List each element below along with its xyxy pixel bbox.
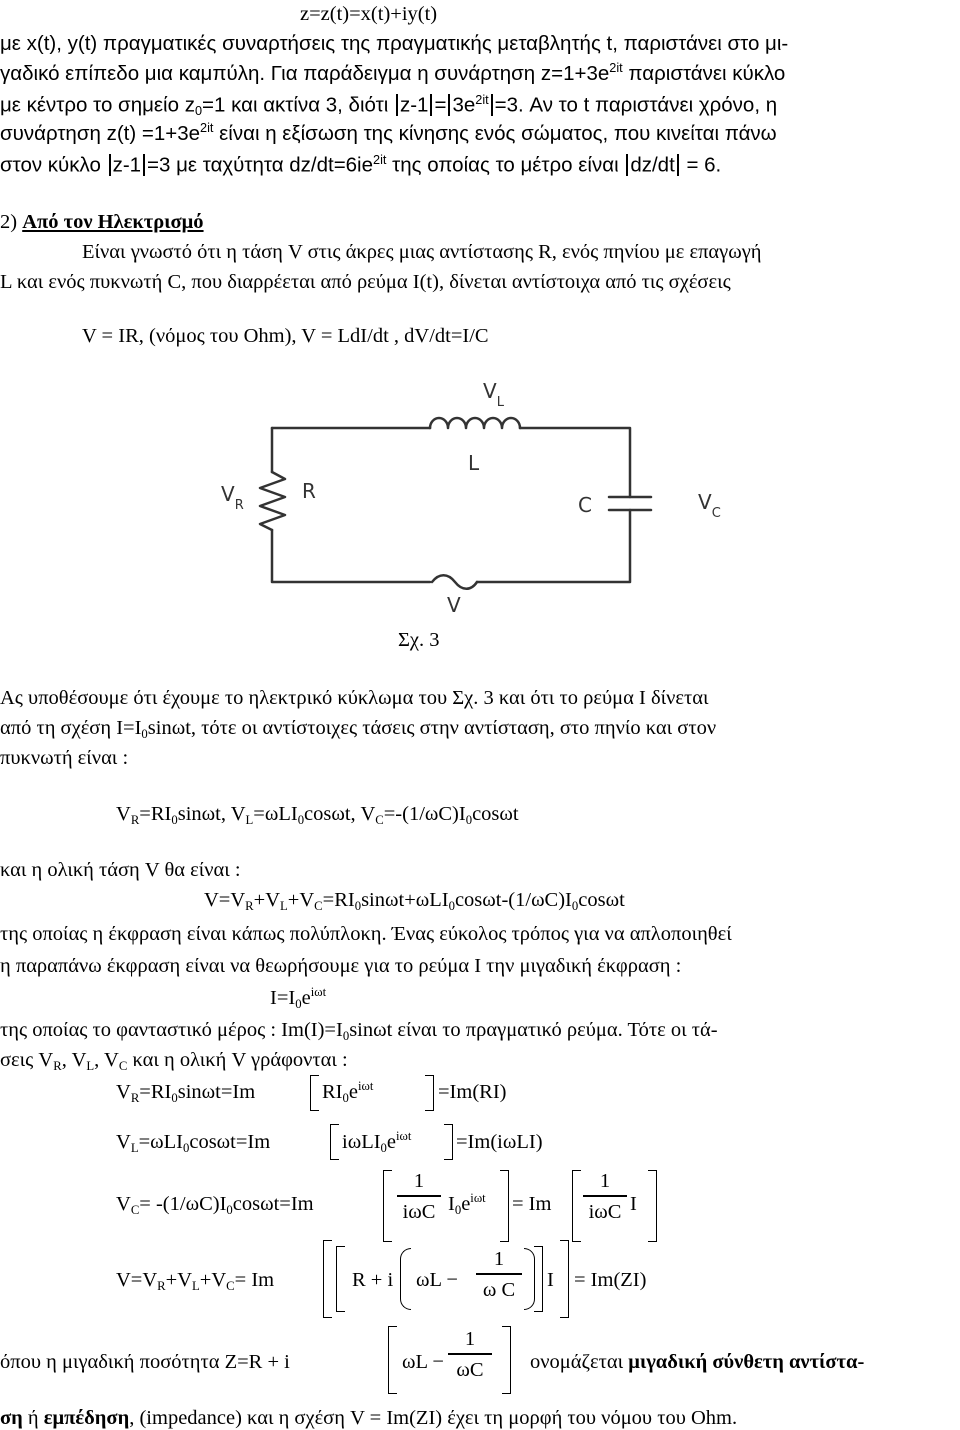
label-l: L (468, 451, 480, 475)
text-segment: και η ολική τάση V θα είναι : (0, 859, 241, 881)
text-segment: ωL − (402, 1351, 444, 1373)
text-segment: 0 (295, 997, 302, 1012)
text-line (0, 1019, 718, 1044)
text-segment: iωt (357, 1079, 374, 1094)
text-segment: =3 με ταχύτητα dz/dt=6ie (147, 153, 374, 177)
text-segment: iωt (310, 985, 327, 1000)
text-segment: R (130, 1091, 140, 1106)
text-segment: ση (0, 1407, 23, 1429)
text-segment: =-(1/ωC)I (383, 803, 466, 825)
text-segment: R (130, 813, 140, 828)
text-segment: εμπέδηση (43, 1407, 130, 1429)
text-segment: 0 (465, 813, 473, 828)
label-vc: $V_C$ (698, 490, 721, 521)
text-segment: 0 (342, 1091, 349, 1106)
text-segment: V=V (204, 889, 246, 911)
text-segment: Από τον Ηλεκτρισμό (22, 211, 204, 233)
text-line (0, 120, 777, 145)
text-segment: I (448, 1193, 455, 1215)
absolute-value-bar (109, 154, 111, 176)
text-segment: V (116, 803, 131, 825)
text-segment: =RI (139, 803, 172, 825)
equation-vc-arg (448, 1191, 486, 1218)
equation-vc-eq (512, 1194, 551, 1215)
text-segment: e (348, 1081, 358, 1103)
label-v: V (447, 593, 461, 617)
text-segment: = 6. (680, 153, 722, 177)
fraction-line (476, 1273, 522, 1275)
text-line (0, 91, 778, 119)
text-segment: cosωt, V (304, 803, 376, 825)
absolute-value-bar (143, 154, 145, 176)
text-segment: +V (287, 889, 315, 911)
text-segment: η παραπάνω έκφραση είναι να θεωρήσουμε για το ρεύμα I την μιγαδική έκφραση : (0, 955, 682, 977)
label-r: R (302, 479, 316, 503)
bracket-left (310, 1075, 319, 1111)
fraction-line (448, 1353, 492, 1355)
bracket-right (444, 1124, 453, 1160)
text-segment: Είναι γνωστό ότι η τάση V στις άκρες μιας αντίστασης R, ενός πηνίου με επαγωγή (82, 241, 762, 263)
text-segment: z-1 (399, 93, 429, 117)
absolute-value-bar (396, 94, 398, 116)
text-segment: συνάρτηση z(t) =1+3e (0, 122, 201, 145)
text-segment: cosωt-(1/ωC)I (454, 889, 572, 911)
text-segment: 0 (171, 813, 178, 828)
text-segment: με x(t), y(t) πραγματικές συναρτήσεις της πραγματικής μεταβλητής t, παριστάνει στο μι- (0, 32, 789, 55)
text-segment: R (53, 1059, 62, 1074)
ac-source-wave (432, 575, 477, 589)
fraction-denominator: ω C (482, 1279, 516, 1301)
text-segment: 0 (171, 1091, 178, 1106)
text-segment: με κέντρο το σημείο z (0, 93, 195, 117)
formula-line (116, 803, 519, 828)
text-segment: 0 (380, 1141, 387, 1156)
text-segment: sinωt, τότε οι αντίστοιχες τάσεις στην αντίσταση, στο πηνίο και στον (147, 717, 717, 739)
text-line (0, 272, 731, 293)
bracket-right (648, 1170, 657, 1242)
equation-vc-lhs (116, 1193, 314, 1218)
text-segment: Σχ. 3 (398, 629, 440, 651)
text-segment: RI (322, 1081, 343, 1103)
fraction-denominator: iωC (588, 1201, 622, 1223)
label-c: C (578, 493, 592, 517)
text-segment: , (impedance) και η σχέση V = Im(ZI) έχει τη μορφή του νόμου του Ohm. (129, 1407, 738, 1429)
text-segment: ονομάζεται (530, 1351, 629, 1373)
text-segment: 0 (141, 727, 148, 742)
text-segment: sinωt, V (177, 803, 246, 825)
text-segment: C (130, 1203, 140, 1218)
text-segment: R (245, 899, 254, 914)
text-line (0, 860, 241, 881)
section-heading (0, 212, 204, 233)
text-line (0, 748, 128, 769)
absolute-value-bar (677, 154, 679, 176)
equation-v-r-plus-i (352, 1270, 393, 1291)
fraction-1-over-wc: 1 (493, 1248, 505, 1270)
figure-caption (398, 630, 440, 651)
text-segment: =ωLI (138, 1131, 183, 1153)
equation-v-lhs (116, 1269, 275, 1294)
text-segment: από τη σχέση I=I (0, 717, 142, 739)
bracket-left (383, 1170, 392, 1242)
text-segment: sinωt+ωLI (361, 889, 449, 911)
text-segment: R (157, 1279, 166, 1294)
text-segment: 2it (609, 60, 623, 76)
text-segment: 0 (342, 1029, 350, 1044)
text-segment: +V (253, 889, 281, 911)
text-segment: 0 (448, 899, 455, 914)
text-segment: +V (165, 1269, 193, 1291)
absolute-value-bar (626, 154, 628, 176)
text-segment: 0 (454, 1203, 462, 1218)
text-segment: L (280, 899, 288, 914)
label-vl: $V_L$ (483, 379, 504, 410)
text-segment: πυκνωτή είναι : (0, 747, 129, 769)
text-segment: είναι η εξίσωση της κίνησης ενός σώματος, που κινείται πάνω (213, 122, 777, 145)
equation-vl-rhs (456, 1132, 543, 1153)
bracket-outer-right (560, 1240, 569, 1318)
text-segment: V=V (116, 1269, 158, 1291)
text-line (0, 1408, 737, 1429)
text-segment: 0 (297, 813, 305, 828)
text-segment: iωt (470, 1191, 486, 1206)
bracket-left (388, 1326, 397, 1394)
text-segment: cosωt=Im (232, 1193, 314, 1215)
text-segment: = Im (512, 1193, 552, 1215)
bracket-left (572, 1170, 581, 1242)
bracket-right (502, 1326, 511, 1394)
bracket-left (330, 1124, 339, 1160)
absolute-value-bar (448, 94, 450, 116)
fraction-1-over-iwc: 1 (413, 1170, 425, 1192)
text-segment: 0 (226, 1203, 233, 1218)
text-segment: I (630, 1193, 637, 1215)
text-line (0, 1049, 348, 1074)
text-line (0, 34, 788, 55)
text-segment: iωLI (342, 1131, 381, 1153)
equation-vr-arg (322, 1079, 374, 1106)
text-segment: e (461, 1193, 471, 1215)
equation-v-i (547, 1270, 554, 1291)
formula-line (270, 985, 327, 1012)
text-segment: cosωt (578, 889, 625, 911)
bracket-right (500, 1170, 509, 1242)
text-line (0, 688, 709, 709)
text-line (82, 242, 762, 263)
text-line (0, 717, 717, 742)
text-segment: V (116, 1193, 131, 1215)
text-segment: =RI (322, 889, 355, 911)
equation-v-wl-minus (416, 1270, 458, 1291)
text-segment: e (301, 987, 311, 1009)
rlc-circuit-diagram (215, 370, 755, 660)
fraction-line (583, 1195, 627, 1197)
wire-top-right (520, 428, 630, 497)
text-segment: 0 (194, 103, 203, 119)
text-segment: e (386, 1131, 397, 1153)
text-segment: ωL − (416, 1269, 458, 1291)
equation-v-rhs (574, 1270, 646, 1291)
text-segment: sinωt=Im (177, 1081, 256, 1103)
text-segment: V = IR, (νόμος του Ohm), V = LdI/dt , dV/dt=I/C (82, 325, 489, 347)
fraction-line (397, 1195, 441, 1197)
text-segment: cosωt (472, 803, 519, 825)
text-segment: L (130, 1141, 139, 1156)
absolute-value-bar (430, 94, 432, 116)
text-segment: z-1 (112, 153, 142, 177)
text-segment: =Im(RI) (438, 1081, 507, 1103)
text-segment: I (547, 1269, 554, 1291)
text-segment: 2) (0, 211, 23, 233)
text-segment: 2it (200, 120, 214, 136)
bracket-outer-left (323, 1240, 332, 1318)
bracket-right (425, 1075, 434, 1111)
text-segment: =3. Αν το t παριστάνει χρόνο, η (494, 93, 778, 117)
text-segment: = (434, 93, 447, 117)
text-segment: iωt (396, 1129, 412, 1144)
resistor-zigzag (260, 472, 285, 530)
text-segment: C (226, 1279, 235, 1294)
text-segment: +V (199, 1269, 227, 1291)
text-segment: cosωt=Im (189, 1131, 271, 1153)
text-line (0, 60, 786, 85)
formula-line (82, 326, 489, 347)
text-segment: L και ενός πυκνωτή C, που διαρρέεται από ρεύμα I(t), δίνεται αντίστοιχα από τις σχέσεις (0, 271, 731, 293)
text-segment: = Im(ZI) (574, 1269, 647, 1291)
text-segment: = Im (234, 1269, 275, 1291)
impedance-text-cont (530, 1352, 864, 1373)
text-segment: της οποίας το φανταστικό μέρος : Im(I)=I (0, 1019, 343, 1041)
text-segment: =Im(iωLI) (456, 1131, 543, 1153)
text-segment: 2it (475, 91, 489, 107)
absolute-value-bar (491, 94, 493, 116)
text-segment: =1 και ακτίνα 3, διότι (202, 93, 394, 117)
paren-left (400, 1248, 411, 1310)
text-line (0, 956, 681, 977)
text-segment: V (116, 1131, 131, 1153)
equation-vl-lhs (116, 1131, 271, 1156)
fraction-1-over-iwc: 1 (599, 1170, 611, 1192)
text-segment: L (192, 1279, 200, 1294)
fraction-1-over-wc: 1 (464, 1328, 476, 1350)
text-segment: C (314, 899, 323, 914)
text-segment: Ας υποθέσουμε ότι έχουμε το ηλεκτρικό κύκλωμα του Σχ. 3 και ότι το ρεύμα I δίνεται (0, 687, 709, 709)
text-segment: = -(1/ωC)I (139, 1193, 227, 1215)
text-segment: παριστάνει κύκλο (622, 62, 786, 85)
formula-line (204, 889, 625, 914)
fraction-denominator: iωC (402, 1201, 436, 1223)
text-segment: C (375, 813, 384, 828)
impedance-wl-minus (402, 1352, 444, 1373)
bracket-inner-left (336, 1246, 345, 1312)
text-segment: I=I (270, 987, 296, 1009)
text-segment: R + i (352, 1269, 394, 1291)
bracket-inner-right (534, 1246, 543, 1312)
label-vr: $V_R$ (221, 482, 244, 513)
equation-vl-arg (342, 1129, 412, 1156)
text-segment: dz/dt (630, 153, 675, 177)
text-segment: 2it (373, 151, 387, 167)
text-segment: V (116, 1081, 131, 1103)
wire-right-bottom (477, 510, 630, 582)
text-segment: sinωt είναι το πραγματικό ρεύμα. Τότε οι τά- (349, 1019, 718, 1041)
text-segment: L (245, 813, 254, 828)
equation-vc-i (630, 1194, 637, 1215)
text-segment: =ωLI (253, 803, 298, 825)
equation-vr-lhs (116, 1081, 256, 1106)
text-segment: όπου η μιγαδική ποσότητα Z=R + i (0, 1351, 290, 1373)
text-segment: L (86, 1059, 95, 1074)
text-segment: 0 (182, 1141, 190, 1156)
text-segment: , V (94, 1049, 119, 1071)
text-segment: της οποίας το μέτρο είναι (386, 153, 625, 177)
text-segment: και η ολική V γράφονται : (127, 1049, 348, 1071)
text-segment: z=z(t)=x(t)+iy(t) (300, 3, 438, 25)
wire-left-bottom (272, 530, 430, 582)
text-segment: C (118, 1059, 128, 1074)
text-segment: ή (22, 1407, 44, 1429)
inductor-coil (430, 418, 520, 428)
text-segment: 3e (452, 93, 476, 117)
text-segment: 0 (354, 899, 362, 914)
text-line (300, 4, 437, 25)
text-line (0, 151, 722, 177)
impedance-text (0, 1352, 290, 1373)
text-line (0, 924, 732, 945)
fraction-denominator: ωC (456, 1359, 484, 1381)
text-segment: 0 (571, 899, 579, 914)
text-segment: στον κύκλο (0, 153, 107, 177)
text-segment: γαδικό επίπεδο μια καμπύλη. Για παράδειγμα η συνάρτηση z=1+3e (0, 62, 610, 85)
text-segment: , V (61, 1049, 87, 1071)
text-segment: =RI (139, 1081, 172, 1103)
text-segment: της οποίας η έκφραση είναι κάπως πολύπλοκη. Ένας εύκολος τρόπος για να απλοποιηθεί (0, 923, 732, 945)
equation-vr-rhs (438, 1082, 507, 1103)
text-segment: σεις V (0, 1049, 54, 1071)
text-segment: μιγαδική σύνθετη αντίστα- (628, 1351, 865, 1373)
